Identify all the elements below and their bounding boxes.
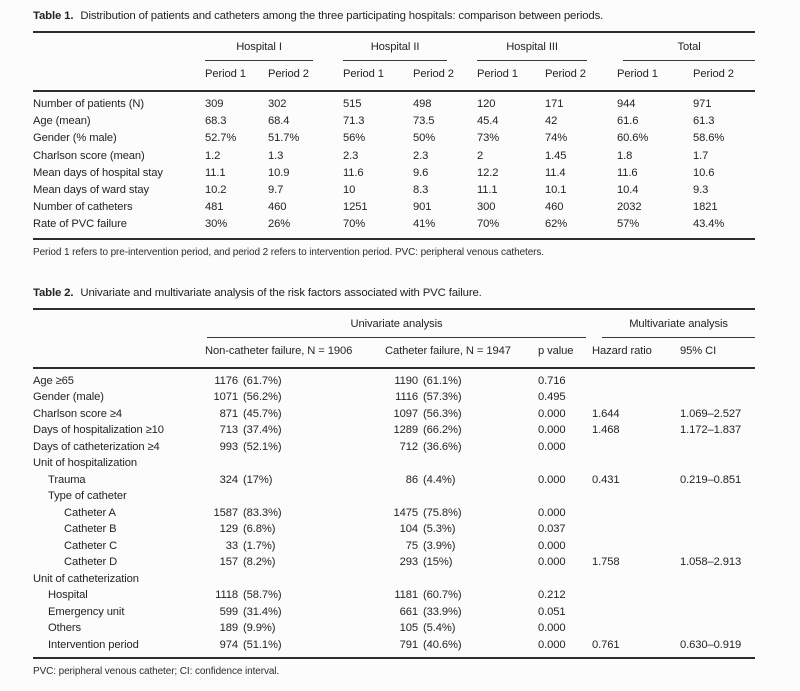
percent-value: (37.4%) [243,424,282,437]
percent-value: (56.3%) [423,407,462,420]
group-header-total: Total [617,32,755,61]
row-label: Catheter C [64,539,118,552]
count-value: 1190 [394,374,418,387]
p-value-cell: 0.051 [538,605,566,618]
row-label: Age (mean) [33,115,91,128]
non-catheter-failure-cell [205,406,385,423]
table2-caption [33,286,755,300]
data-cell: 26% [268,218,291,231]
non-catheter-failure-cell [205,455,385,472]
data-cell: 11.1 [477,184,498,197]
non-catheter-failure-cell [205,472,385,489]
count-value: 661 [399,605,418,618]
hazard-ratio-cell: 1.468 [592,424,620,437]
p-value-cell: 0.000 [538,539,566,552]
data-cell: 12.2 [477,166,499,179]
non-catheter-failure-cell [205,538,385,555]
confidence-interval-cell [680,604,755,621]
p-value-cell: 0.000 [538,424,566,437]
data-cell: 1.8 [617,149,633,162]
row-label: Unit of catheterization [33,572,139,585]
data-cell: 460 [268,201,287,214]
hazard-ratio-cell [592,455,680,472]
catheter-failure-cell [385,637,538,659]
percent-value: (3.9%) [423,539,456,552]
empty-header-cell [33,32,205,61]
count-value: 599 [219,605,238,618]
hazard-ratio-cell [592,620,680,637]
hazard-ratio-cell [592,538,680,555]
table1-group-header-row [33,32,755,61]
data-cell: 8.3 [413,184,429,197]
catheter-failure-cell [385,488,538,505]
empty-header-cell [33,61,205,91]
count-value: 1587 [213,506,238,519]
confidence-interval-cell: 1.172–1.837 [680,424,742,437]
data-cell: 71.3 [343,115,365,128]
data-cell: 2 [477,149,484,162]
empty-header-cell [33,309,205,338]
p-value-cell: 0.716 [538,374,566,387]
table1-period-header-row [33,61,755,91]
catheter-failure-cell [385,554,538,571]
data-cell: 42 [545,115,558,128]
hazard-ratio-cell: 0.761 [592,638,620,651]
percent-value: (36.6%) [423,440,462,453]
count-value: 324 [219,473,238,486]
column-header-non-catheter-failure: Non-catheter failure, N = 1906 [205,338,385,368]
data-cell: 73% [477,132,500,145]
row-label: Catheter B [64,523,117,536]
data-cell: 1251 [343,201,368,214]
count-value: 129 [219,523,238,536]
table2-section-row [33,571,755,588]
data-cell: 460 [545,201,564,214]
hazard-ratio-cell [592,505,680,522]
data-cell: 2032 [617,201,642,214]
confidence-interval-cell: 1.058–2.913 [680,556,742,569]
table2-row [33,554,755,571]
confidence-interval-cell [680,521,755,538]
row-label: Trauma [48,473,86,486]
non-catheter-failure-cell [205,505,385,522]
data-cell: 515 [343,98,362,110]
confidence-interval-cell: 0.219–0.851 [680,473,742,486]
p-value-cell [538,455,592,472]
period-header: Period 1 [617,61,693,91]
period-header: Period 1 [477,61,545,91]
row-label: Gender (% male) [33,132,117,145]
count-value: 33 [225,539,238,552]
catheter-failure-cell [385,455,538,472]
data-cell: 300 [477,201,496,214]
count-value: 86 [405,473,418,486]
data-cell: 58.6% [693,132,725,145]
period-header: Period 2 [413,61,477,91]
catheter-failure-cell [385,406,538,423]
catheter-failure-cell [385,389,538,406]
period-header: Period 1 [343,61,413,91]
non-catheter-failure-cell [205,521,385,538]
data-cell: 10.2 [205,184,227,197]
group-header-hospital-3: Hospital III [477,32,617,61]
p-value-cell: 0.000 [538,473,566,486]
catheter-failure-cell [385,505,538,522]
column-header-p-value: p value [538,338,592,368]
count-value: 791 [399,638,418,651]
hazard-ratio-cell [592,368,680,390]
p-value-cell [538,571,592,588]
percent-value: (8.2%) [243,556,276,569]
group-header-hospital-1: Hospital I [205,32,343,61]
count-value: 1181 [394,589,418,602]
percent-value: (6.8%) [243,523,276,536]
percent-value: (45.7%) [243,407,282,420]
data-cell: 2.3 [413,149,429,162]
catheter-failure-cell [385,521,538,538]
count-value: 157 [219,556,238,569]
table1-row [33,91,755,113]
catheter-failure-cell [385,620,538,637]
row-label: Catheter A [64,506,116,519]
table1-caption [33,9,755,23]
percent-value: (33.9%) [423,605,462,618]
data-cell: 498 [413,98,432,110]
confidence-interval-cell: 1.069–2.527 [680,407,742,420]
row-label: Charlson score (mean) [33,149,145,162]
table2-row [33,439,755,456]
catheter-failure-cell [385,604,538,621]
data-cell: 10.4 [617,184,639,197]
data-cell: 944 [617,98,636,110]
data-cell: 1.3 [268,149,284,162]
table1-caption-label: Table 1. [33,10,74,22]
count-value: 1475 [393,506,418,519]
table2-row [33,637,755,659]
table1-caption-text: Distribution of patients and catheters among the three participating hospitals: comparison between periods. [80,10,604,22]
row-label: Number of catheters [33,201,133,214]
group-header-multivariate: Multivariate analysis [592,309,755,338]
hazard-ratio-cell: 0.431 [592,473,620,486]
table2-row [33,422,755,439]
table2-caption-text: Univariate and multivariate analysis of the risk factors associated with PVC failure. [80,286,482,299]
table2-column-header-row [33,338,755,368]
count-value: 1176 [214,374,238,387]
percent-value: (52.1%) [243,440,282,453]
data-cell: 70% [477,218,500,231]
data-cell: 1.7 [693,149,709,162]
data-cell: 10.6 [693,166,715,179]
data-cell: 52.7% [205,132,237,145]
data-cell: 51.7% [268,132,300,145]
group-header-hospital-2: Hospital II [343,32,477,61]
table1-row [33,113,755,130]
hazard-ratio-cell [592,587,680,604]
percent-value: (57.3%) [423,391,462,404]
non-catheter-failure-cell [205,604,385,621]
row-label: Days of catheterization ≥4 [33,440,160,453]
count-value: 713 [219,424,238,437]
data-cell: 9.6 [413,166,429,179]
catheter-failure-cell [385,368,538,390]
data-cell: 11.4 [545,166,566,179]
p-value-cell [538,488,592,505]
count-value: 75 [405,539,418,552]
table2-caption-label: Table 2. [33,286,74,299]
confidence-interval-cell [680,368,755,390]
data-cell: 61.6 [617,115,639,128]
table1 [33,31,755,240]
percent-value: (31.4%) [243,605,282,618]
table2-group-header-row [33,309,755,338]
data-cell: 10.1 [545,184,567,197]
data-cell: 1821 [693,201,718,214]
row-label: Rate of PVC failure [33,218,127,231]
data-cell: 10.9 [268,166,290,179]
percent-value: (60.7%) [423,589,462,602]
row-label: Age ≥65 [33,374,74,387]
data-cell: 73.5 [413,115,435,128]
p-value-cell: 0.000 [538,506,566,519]
table1-row [33,182,755,199]
count-value: 293 [399,556,418,569]
data-cell: 120 [477,98,496,110]
percent-value: (17%) [243,473,273,486]
non-catheter-failure-cell [205,587,385,604]
non-catheter-failure-cell [205,439,385,456]
p-value-cell: 0.037 [538,523,566,536]
table2-row [33,406,755,423]
data-cell: 41% [413,218,436,231]
group-header-univariate: Univariate analysis [205,309,592,338]
catheter-failure-cell [385,472,538,489]
p-value-cell: 0.495 [538,391,566,404]
data-cell: 11.1 [205,166,226,179]
data-cell: 302 [268,98,287,110]
table2-row [33,521,755,538]
count-value: 871 [219,407,238,420]
row-label: Emergency unit [48,605,125,618]
table2-body [33,368,755,659]
data-cell: 45.4 [477,115,499,128]
count-value: 1116 [395,391,418,404]
percent-value: (5.4%) [423,622,456,635]
column-header-95-ci: 95% CI [680,338,755,368]
percent-value: (5.3%) [423,523,456,536]
hazard-ratio-cell [592,488,680,505]
count-value: 105 [399,622,418,635]
data-cell: 9.7 [268,184,284,197]
row-label: Number of patients (N) [33,98,144,110]
row-label: Mean days of ward stay [33,184,149,197]
data-cell: 62% [545,218,568,231]
row-label: Hospital [48,589,88,602]
data-cell: 56% [343,132,366,145]
table2-row [33,620,755,637]
column-header-hazard-ratio: Hazard ratio [592,338,680,368]
percent-value: (9.9%) [243,622,276,635]
count-value: 104 [399,523,418,536]
percent-value: (58.7%) [243,589,282,602]
count-value: 1071 [213,391,238,404]
data-cell: 50% [413,132,436,145]
data-cell: 901 [413,201,432,214]
data-cell: 171 [545,98,564,110]
data-cell: 9.3 [693,184,709,197]
table1-section [33,9,800,259]
count-value: 1118 [215,589,238,602]
hazard-ratio-cell: 1.758 [592,556,620,569]
data-cell: 11.6 [617,166,638,179]
non-catheter-failure-cell [205,571,385,588]
row-label: Mean days of hospital stay [33,166,163,179]
catheter-failure-cell [385,571,538,588]
non-catheter-failure-cell [205,620,385,637]
percent-value: (56.2%) [243,391,282,404]
hazard-ratio-cell [592,571,680,588]
p-value-cell: 0.000 [538,440,566,453]
percent-value: (83.3%) [243,506,282,519]
row-label: Type of catheter [48,490,127,503]
table1-body [33,91,755,239]
confidence-interval-cell [680,587,755,604]
non-catheter-failure-cell [205,368,385,390]
table2-row [33,389,755,406]
row-label: Days of hospitalization ≥10 [33,424,164,437]
table1-row [33,199,755,216]
data-cell: 11.6 [343,166,364,179]
catheter-failure-cell [385,439,538,456]
non-catheter-failure-cell [205,554,385,571]
confidence-interval-cell [680,505,755,522]
count-value: 1097 [393,407,418,420]
count-value: 712 [399,440,418,453]
row-label: Others [48,622,81,635]
data-cell: 2.3 [343,149,359,162]
percent-value: (15%) [423,556,453,569]
table2-section-row [33,455,755,472]
data-cell: 60.6% [617,132,649,145]
table2-row [33,538,755,555]
data-cell: 74% [545,132,568,145]
table1-row [33,216,755,238]
percent-value: (1.7%) [243,539,276,552]
count-value: 974 [219,638,238,651]
confidence-interval-cell [680,538,755,555]
table2-row [33,604,755,621]
period-header: Period 2 [545,61,617,91]
non-catheter-failure-cell [205,488,385,505]
percent-value: (51.1%) [243,638,282,651]
empty-header-cell [33,338,205,368]
count-value: 1289 [393,424,418,437]
hazard-ratio-cell [592,389,680,406]
percent-value: (61.7%) [243,374,282,387]
percent-value: (40.6%) [423,638,462,651]
count-value: 189 [219,622,238,635]
row-label: Unit of hospitalization [33,457,138,470]
data-cell: 481 [205,201,224,214]
period-header: Period 1 [205,61,268,91]
data-cell: 1.2 [205,149,221,162]
non-catheter-failure-cell [205,637,385,659]
confidence-interval-cell [680,488,755,505]
catheter-failure-cell [385,538,538,555]
data-cell: 1.45 [545,149,567,162]
percent-value: (4.4%) [423,473,456,486]
catheter-failure-cell [385,587,538,604]
p-value-cell: 0.000 [538,622,566,635]
table2-row [33,587,755,604]
table2 [33,308,755,660]
hazard-ratio-cell: 1.644 [592,407,620,420]
table2-row [33,368,755,390]
non-catheter-failure-cell [205,389,385,406]
confidence-interval-cell [680,571,755,588]
period-header: Period 2 [268,61,343,91]
data-cell: 10 [343,184,356,197]
row-label: Gender (male) [33,391,104,404]
non-catheter-failure-cell [205,422,385,439]
table2-row [33,472,755,489]
data-cell: 971 [693,98,712,110]
column-header-catheter-failure: Catheter failure, N = 1947 [385,338,538,368]
table2-row [33,505,755,522]
row-label: Charlson score ≥4 [33,407,123,420]
table1-footnote: Period 1 refers to pre-intervention period, and period 2 refers to intervention period. PVC: peripheral venous catheters. [33,246,544,258]
row-label: Catheter D [64,556,118,569]
percent-value: (75.8%) [423,506,462,519]
catheter-failure-cell [385,422,538,439]
table2-footnote: PVC: peripheral venous catheter; CI: confidence interval. [33,666,280,678]
confidence-interval-cell [680,389,755,406]
percent-value: (61.1%) [423,374,462,387]
percent-value: (66.2%) [423,424,462,437]
data-cell: 57% [617,218,640,231]
table2-section-row [33,488,755,505]
data-cell: 68.4 [268,115,290,128]
table2-section [33,286,800,679]
count-value: 993 [219,440,238,453]
confidence-interval-cell [680,455,755,472]
hazard-ratio-cell [592,439,680,456]
data-cell: 43.4% [693,218,725,231]
data-cell: 70% [343,218,366,231]
p-value-cell: 0.212 [538,589,566,602]
confidence-interval-cell [680,439,755,456]
table1-row [33,130,755,147]
p-value-cell: 0.000 [538,407,566,420]
data-cell: 68.3 [205,115,227,128]
data-cell: 61.3 [693,115,715,128]
p-value-cell: 0.000 [538,638,566,651]
data-cell: 309 [205,98,224,110]
hazard-ratio-cell [592,521,680,538]
data-cell: 30% [205,218,228,231]
hazard-ratio-cell [592,604,680,621]
confidence-interval-cell [680,620,755,637]
table1-row [33,165,755,182]
table1-row [33,148,755,165]
confidence-interval-cell: 0.630–0.919 [680,638,742,651]
p-value-cell: 0.000 [538,556,566,569]
period-header: Period 2 [693,61,755,91]
row-label: Intervention period [48,638,139,651]
